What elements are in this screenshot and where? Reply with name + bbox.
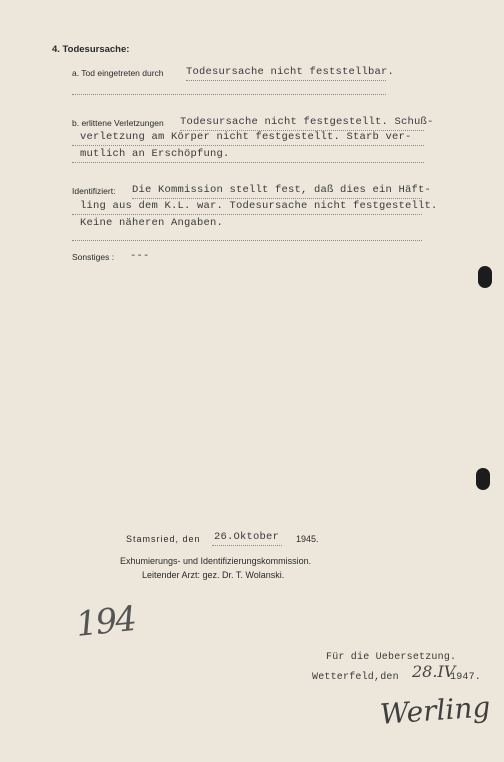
dotted-line	[72, 162, 424, 163]
translator-signature: Werling	[378, 690, 492, 731]
identified-line-3: Keine näheren Angaben.	[80, 217, 224, 229]
injuries-line-2: verletzung am Körper nicht festgestellt. Starb ver-	[80, 131, 412, 143]
handwritten-number: 194	[74, 599, 137, 645]
other-label: Sonstiges :	[72, 252, 115, 262]
dotted-line	[72, 214, 422, 215]
other-value: ---	[130, 250, 150, 262]
cause-value: Todesursache nicht feststellbar.	[186, 66, 395, 78]
doctor-line: Leitender Arzt: gez. Dr. T. Wolanski.	[142, 570, 285, 580]
injuries-label: b. erlittene Verletzungen	[72, 118, 164, 128]
translation-place: Wetterfeld,den	[312, 672, 399, 683]
date-value: 26.Oktober	[214, 531, 280, 543]
injuries-line-1: Todesursache nicht festgestellt. Schuß-	[180, 116, 434, 128]
punch-hole	[476, 468, 490, 490]
dotted-line	[132, 198, 422, 199]
translation-date-handwritten: 28.IV	[412, 662, 456, 681]
punch-hole	[478, 266, 492, 288]
dotted-line	[186, 80, 386, 81]
identified-line-1: Die Kommission stellt fest, daß dies ein Häft-	[132, 184, 432, 196]
identified-line-2: ling aus dem K.L. war. Todesursache nicht festgestellt.	[80, 200, 438, 212]
translation-year: 1947.	[450, 672, 482, 683]
identified-label: Identifiziert:	[72, 186, 116, 196]
dotted-line	[72, 240, 422, 241]
dotted-line	[72, 94, 386, 95]
cause-label: a. Tod eingetreten durch	[72, 68, 164, 78]
translation-line-1: Für die Uebersetzung.	[326, 652, 457, 663]
commission-name: Exhumierungs- und Identifizierungskommission.	[120, 556, 312, 566]
dotted-line	[212, 545, 282, 546]
year-label: 1945.	[296, 534, 319, 544]
place-label: Stamsried, den	[126, 534, 201, 544]
section-heading: 4. Todesursache:	[52, 44, 130, 55]
dotted-line	[72, 145, 424, 146]
injuries-line-3: mutlich an Erschöpfung.	[80, 148, 230, 160]
